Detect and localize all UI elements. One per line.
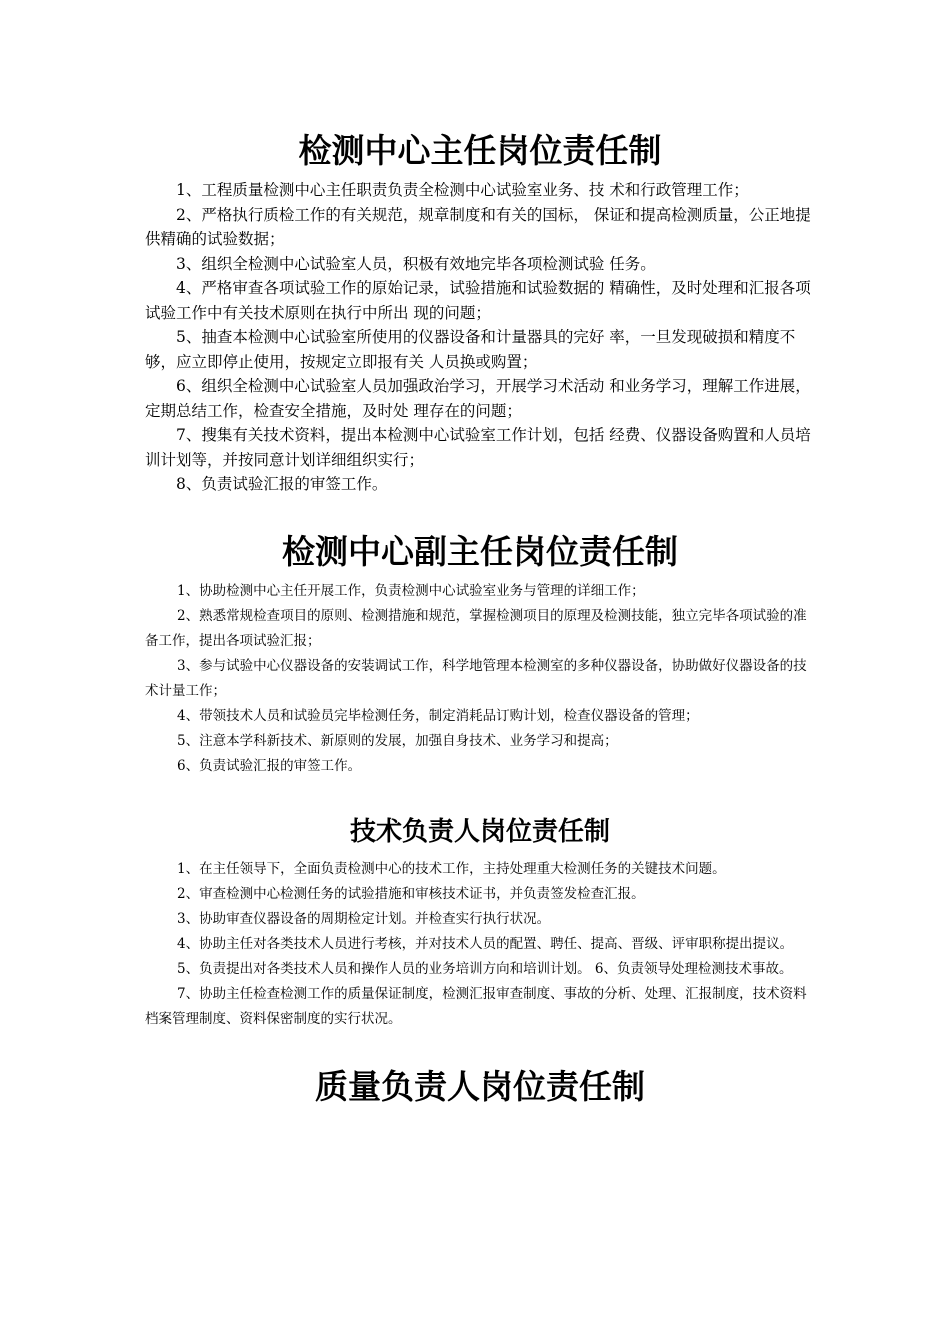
section-title-director: 检测中心主任岗位责任制	[298, 131, 662, 170]
director-item-4: 4、严格审查各项试验工作的原始记录，试验措施和试验数据的 精确性，及时处理和汇报各项试验工作中有关技术原则在执行中所出 现的问题；	[145, 279, 811, 322]
deputy-item-5: 5、注意本学科新技术、新原则的发展，加强自身技术、业务学习和提高；	[177, 732, 618, 749]
technical-item-5: 5、负责提出对各类技术人员和操作人员的业务培训方向和培训计划。 6、负责领导处理检测技术事故。	[177, 960, 793, 977]
director-item-7: 7、搜集有关技术资料，提出本检测中心试验室工作计划，包括 经费、仪器设备购置和人员培训计划等，并按同意计划详细组织实行；	[145, 426, 811, 469]
director-item-2: 2、严格执行质检工作的有关规范，规章制度和有关的国标， 保证和提高检测质量，公正地提供精确的试验数据；	[145, 205, 811, 248]
technical-item-4: 4、协助主任对各类技术人员进行考核，并对技术人员的配置、聘任、提高、晋级、评审职称提出提议。	[177, 935, 794, 952]
technical-item-3: 3、协助审查仪器设备的周期检定计划。并检查实行执行状况。	[177, 910, 551, 927]
section-technical-lead	[145, 811, 815, 1032]
deputy-item-3: 3、参与试验中心仪器设备的安装调试工作，科学地管理本检测室的多种仪器设备，协助做好仪器设备的技术计量工作；	[145, 657, 807, 699]
director-item-6: 6、组织全检测中心试验室人员加强政治学习，开展学习术活动 和业务学习，理解工作进展，定期总结工作，检查安全措施，及时处 理存在的问题；	[145, 377, 811, 420]
director-item-5: 5、抽查本检测中心试验室所使用的仪器设备和计量器具的完好 率，一旦发现破损和精度不够，应立即停止使用，按规定立即报有关 人员换或购置；	[145, 328, 796, 371]
technical-item-6: 7、协助主任检查检测工作的质量保证制度，检测汇报审查制度、事故的分析、处理、汇报制度，技术资料档案管理制度、资料保密制度的实行状况。	[145, 985, 807, 1027]
section-title-deputy-director: 检测中心副主任岗位责任制	[282, 531, 678, 571]
section-title-technical-lead: 技术负责人岗位责任制	[349, 816, 610, 847]
deputy-item-2: 2、熟悉常规检查项目的原则、检测措施和规范，掌握检测项目的原理及检测技能，独立完毕各项试验的准备工作，提出各项试验汇报；	[145, 607, 807, 649]
section-title-quality-lead: 质量负责人岗位责任制	[315, 1066, 645, 1106]
director-item-1: 1、工程质量检测中心主任职责负责全检测中心试验室业务、技 术和行政管理工作；	[176, 181, 749, 199]
director-item-3: 3、组织全检测中心试验室人员，积极有效地完毕各项检测试验 任务。	[176, 254, 656, 273]
section-quality-lead	[145, 1060, 815, 1114]
deputy-item-4: 4、带领技术人员和试验员完毕检测任务，制定消耗品订购计划，检查仪器设备的管理；	[177, 707, 699, 724]
deputy-item-1: 1、协助检测中心主任开展工作，负责检测中心试验室业务与管理的详细工作；	[177, 582, 645, 599]
deputy-item-6: 6、负责试验汇报的审签工作。	[177, 757, 362, 774]
director-item-8: 8、负责试验汇报的审签工作。	[176, 475, 388, 493]
document-body	[145, 124, 815, 1114]
section-director	[145, 124, 815, 497]
technical-item-1: 1、在主任领导下，全面负责检测中心的技术工作，主持处理重大检测任务的关键技术问题。	[177, 860, 726, 877]
section-deputy-director	[145, 525, 815, 779]
technical-item-2: 2、审查检测中心检测任务的试验措施和审核技术证书，并负责签发检查汇报。	[177, 885, 645, 902]
